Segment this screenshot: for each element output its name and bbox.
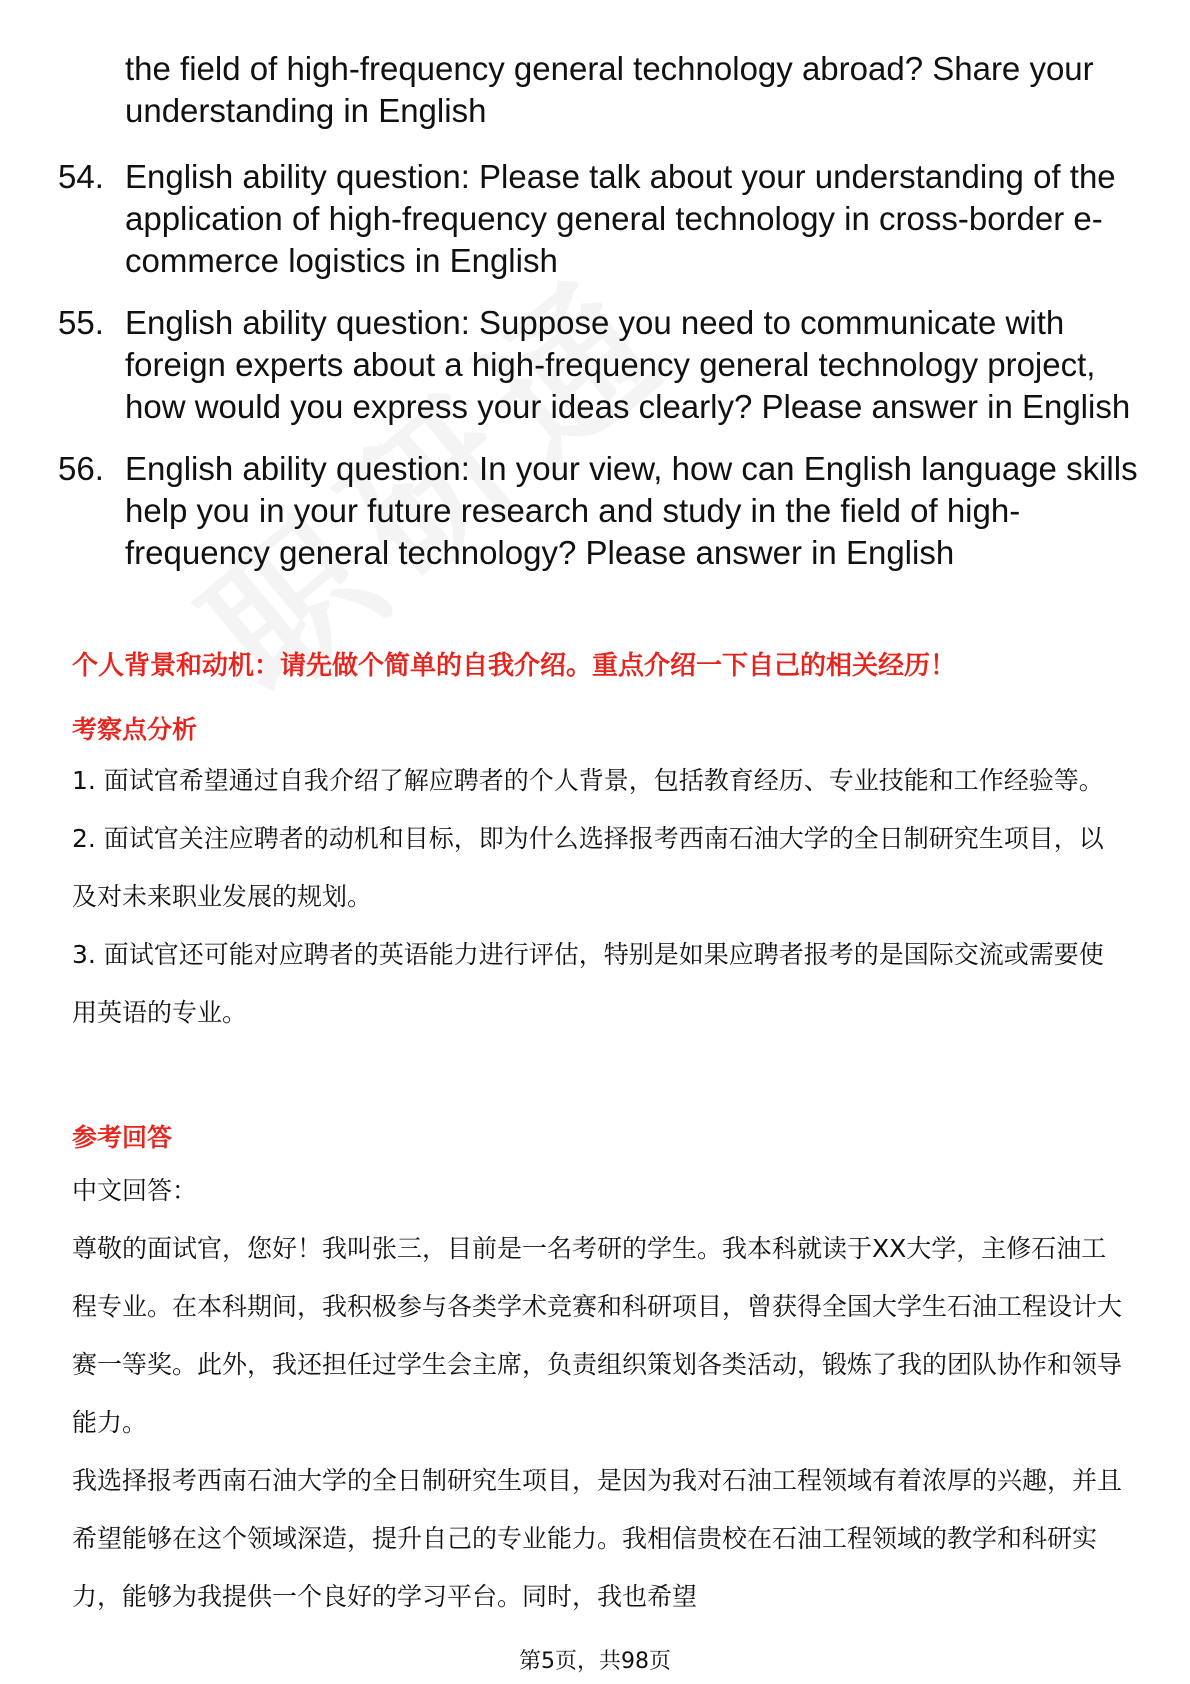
question-text: English ability question: Suppose you need to communicate with foreign experts about a high-frequency general technology project, how would you express your ideas clearly? Please answer in English bbox=[125, 304, 1131, 425]
question-53-continuation: the field of high-frequency general technology abroad? Share your understanding in English bbox=[125, 50, 1094, 129]
answer-paragraph: 尊敬的面试官，您好！我叫张三，目前是一名考研的学生。我本科就读于XX大学，主修石油工程专业。在本科期间，我积极参与各类学术竞赛和科研项目，曾获得全国大学生石油工程设计大赛一等奖。此外，我还担任过学生会主席，负责组织策划各类活动，锻炼了我的团队协作和领导能力。 bbox=[72, 1234, 1123, 1437]
question-text: English ability question: In your view, how can English language skills help you in your future research and study in the field of high-frequency general technology? Please answer in English bbox=[125, 450, 1138, 571]
answer-block bbox=[72, 1162, 1127, 1626]
section-question: 个人背景和动机：请先做个简单的自我介绍。重点介绍一下自己的相关经历！ bbox=[72, 651, 957, 681]
answer-paragraph: 我选择报考西南石油大学的全日制研究生项目，是因为我对石油工程领域有着浓厚的兴趣，并且希望能够在这个领域深造，提升自己的专业能力。我相信贵校在石油工程领域的教学和科研实力，能够为我提供一个良好的学习平台。同时，我也希望 bbox=[72, 1466, 1123, 1611]
question-number: 56. bbox=[58, 450, 104, 487]
analysis-list bbox=[72, 752, 1122, 1042]
question-item bbox=[58, 302, 1138, 428]
answer-label: 中文回答： bbox=[72, 1176, 198, 1205]
analysis-item: 1. 面试官希望通过自我介绍了解应聘者的个人背景，包括教育经历、专业技能和工作经验等。 bbox=[72, 766, 1104, 795]
question-item bbox=[58, 448, 1138, 574]
question-text: English ability question: Please talk about your understanding of the application of high-frequency general technology in cross-border e-commerce logistics in English bbox=[125, 158, 1116, 279]
reference-heading: 参考回答 bbox=[72, 1123, 173, 1152]
question-number: 54. bbox=[58, 158, 104, 195]
question-number: 55. bbox=[58, 304, 104, 341]
analysis-item: 3. 面试官还可能对应聘者的英语能力进行评估，特别是如果应聘者报考的是国际交流或需要使用英语的专业。 bbox=[72, 940, 1104, 1027]
question-list bbox=[58, 156, 1138, 594]
page-footer: 第5页，共98页 bbox=[519, 1649, 671, 1674]
analysis-item: 2. 面试官关注应聘者的动机和目标，即为什么选择报考西南石油大学的全日制研究生项目，以及对未来职业发展的规划。 bbox=[72, 824, 1104, 911]
analysis-heading: 考察点分析 bbox=[72, 715, 198, 744]
question-item bbox=[58, 156, 1138, 282]
